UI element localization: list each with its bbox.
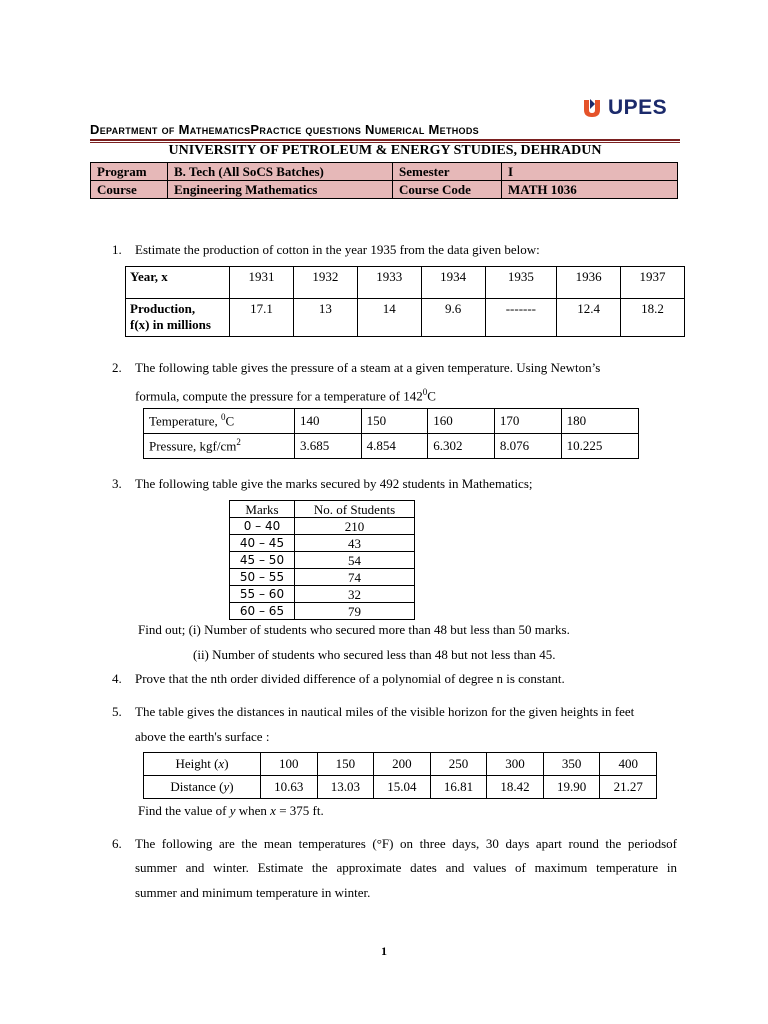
course-code-label: Course Code (393, 181, 502, 199)
height-label (144, 753, 261, 776)
marks-range: 60 – 65 (230, 603, 295, 620)
year-cell: 1935 (485, 267, 557, 299)
upes-logo (582, 96, 667, 120)
question-2-line2 (135, 382, 436, 406)
table-row (230, 518, 415, 535)
question-number: 4. (112, 671, 122, 686)
program-label: Program (91, 163, 168, 181)
year-cell: 1931 (230, 267, 294, 299)
marks-range: 40 – 45 (230, 535, 295, 552)
table-row (230, 552, 415, 569)
students-count: 32 (295, 586, 415, 603)
distance-var: y (223, 779, 230, 794)
students-count: 210 (295, 518, 415, 535)
cotton-table (125, 266, 685, 337)
pressure-cell: 4.854 (361, 434, 428, 459)
question-number: 3. (112, 476, 122, 491)
question-text: Estimate the production of cotton in the year 1935 from the data given below: (135, 242, 540, 257)
year-cell: 1933 (357, 267, 421, 299)
temp-label-text: Temperature, (149, 413, 221, 429)
squared-sup: 2 (236, 437, 241, 448)
question-text-line1: The following are the mean temperatures (°F) on three days, 30 days apart round the periodsof (135, 836, 677, 851)
course-value: Engineering Mathematics (168, 181, 393, 199)
height-label-close: ) (224, 756, 229, 771)
distance-cell: 18.42 (487, 776, 544, 799)
production-cell: 17.1 (230, 299, 294, 337)
year-label: Year, x (126, 267, 230, 299)
pressure-cell: 3.685 (295, 434, 362, 459)
temperature-cell: 180 (561, 409, 638, 434)
students-count: 74 (295, 569, 415, 586)
production-cell: ------- (485, 299, 557, 337)
height-cell: 250 (430, 753, 487, 776)
question-number: 6. (112, 836, 122, 851)
marks-header: Marks (230, 501, 295, 518)
course-row (91, 181, 678, 199)
students-count: 79 (295, 603, 415, 620)
temp-label-unit: C (225, 413, 235, 429)
height-cell: 400 (600, 753, 657, 776)
logo-text: UPES (608, 96, 668, 119)
distance-cell: 10.63 (261, 776, 318, 799)
temperature-row (144, 409, 639, 434)
course-code-value: MATH 1036 (502, 181, 678, 199)
pressure-cell: 8.076 (494, 434, 561, 459)
course-label: Course (91, 181, 168, 199)
pressure-row (144, 434, 639, 459)
height-var: x (218, 756, 225, 771)
marks-range: 45 – 50 (230, 552, 295, 569)
q2-line2-unit: C (427, 388, 436, 404)
question-number: 1. (112, 242, 122, 257)
production-label-line1: Production, (130, 301, 196, 316)
page-number: 1 (381, 944, 387, 958)
marks-header-row (230, 501, 415, 518)
q2-line2-text: formula, compute the pressure for a temperature of 142 (135, 388, 423, 404)
question-6-line2: summer and winter. Estimate the approximate dates and values of maximum temperature in (135, 860, 677, 875)
height-label-text: Height ( (175, 756, 219, 771)
course-info-table (90, 162, 678, 199)
production-label (126, 299, 230, 337)
question-text: Prove that the nth order divided difference of a polynomial of degree n is constant. (135, 671, 565, 686)
temperature-cell: 150 (361, 409, 428, 434)
production-row (126, 299, 685, 337)
q5-find-y: y (229, 803, 236, 818)
question-text-line1: The following table gives the pressure of a steam at a given temperature. Using Newton’s (135, 360, 601, 375)
production-cell: 14 (357, 299, 421, 337)
distance-label (144, 776, 261, 799)
semester-value: I (502, 163, 678, 181)
marks-range: 0 – 40 (230, 518, 295, 535)
q5-find-text: Find the value of (138, 803, 230, 818)
table-row (230, 586, 415, 603)
marks-range: 50 – 55 (230, 569, 295, 586)
q3-find-1: Find out; (i) Number of students who secured more than 48 but less than 50 marks. (138, 622, 570, 637)
question-5-line2: above the earth's surface : (135, 729, 270, 744)
production-cell: 13 (293, 299, 357, 337)
pressure-label (144, 434, 295, 459)
distance-row (144, 776, 657, 799)
height-row (144, 753, 657, 776)
temperature-cell: 140 (295, 409, 362, 434)
distance-cell: 15.04 (374, 776, 431, 799)
semester-label: Semester (393, 163, 502, 181)
degree-sup: 0 (422, 387, 428, 397)
year-cell: 1932 (293, 267, 357, 299)
table-row (230, 535, 415, 552)
table-row (230, 603, 415, 620)
temperature-cell: 170 (494, 409, 561, 434)
department-line: Department of MathematicsPractice questions Numerical Methods (90, 122, 479, 137)
production-cell: 12.4 (557, 299, 621, 337)
question-number: 5. (112, 704, 122, 719)
marks-range: 55 – 60 (230, 586, 295, 603)
distance-cell: 19.90 (543, 776, 600, 799)
header-rule (90, 139, 680, 141)
temperature-label (144, 409, 295, 434)
height-cell: 300 (487, 753, 544, 776)
q5-find-value: = 375 ft. (275, 803, 324, 818)
question-text-line1: The table gives the distances in nautical miles of the visible horizon for the given heights in feet (135, 704, 635, 719)
q5-find (138, 801, 324, 821)
students-count: 43 (295, 535, 415, 552)
q5-find-when: when (235, 803, 271, 818)
production-label-line2: f(x) in millions (130, 317, 211, 332)
q3-find-2: (ii) Number of students who secured less than 48 but not less than 45. (193, 647, 556, 662)
upes-logo-icon (582, 97, 602, 119)
question-6-line3: summer and minimum temperature in winter. (135, 885, 371, 900)
table-row (230, 569, 415, 586)
production-cell: 18.2 (621, 299, 685, 337)
production-cell: 9.6 (421, 299, 485, 337)
year-row (126, 267, 685, 299)
university-title: UNIVERSITY OF PETROLEUM & ENERGY STUDIES, DEHRADUN (168, 143, 602, 158)
degree-sup: 0 (221, 412, 226, 423)
students-count: 54 (295, 552, 415, 569)
program-value: B. Tech (All SoCS Batches) (168, 163, 393, 181)
height-cell: 350 (543, 753, 600, 776)
distance-cell: 16.81 (430, 776, 487, 799)
pressure-cell: 6.302 (428, 434, 495, 459)
distance-cell: 21.27 (600, 776, 657, 799)
students-header: No. of Students (295, 501, 415, 518)
horizon-table (143, 752, 657, 799)
pressure-cell: 10.225 (561, 434, 638, 459)
height-cell: 100 (261, 753, 318, 776)
distance-label-close: ) (229, 779, 234, 794)
press-label-text: Pressure, kgf/cm (149, 438, 237, 454)
program-row (91, 163, 678, 181)
distance-cell: 13.03 (317, 776, 374, 799)
height-cell: 200 (374, 753, 431, 776)
year-cell: 1936 (557, 267, 621, 299)
question-number: 2. (112, 360, 122, 375)
marks-table (229, 500, 415, 620)
year-cell: 1934 (421, 267, 485, 299)
year-cell: 1937 (621, 267, 685, 299)
question-text: The following table give the marks secured by 492 students in Mathematics; (135, 476, 533, 491)
distance-label-text: Distance ( (170, 779, 224, 794)
temperature-cell: 160 (428, 409, 495, 434)
q5-find-x: x (270, 803, 276, 818)
height-cell: 150 (317, 753, 374, 776)
steam-table (143, 408, 639, 459)
